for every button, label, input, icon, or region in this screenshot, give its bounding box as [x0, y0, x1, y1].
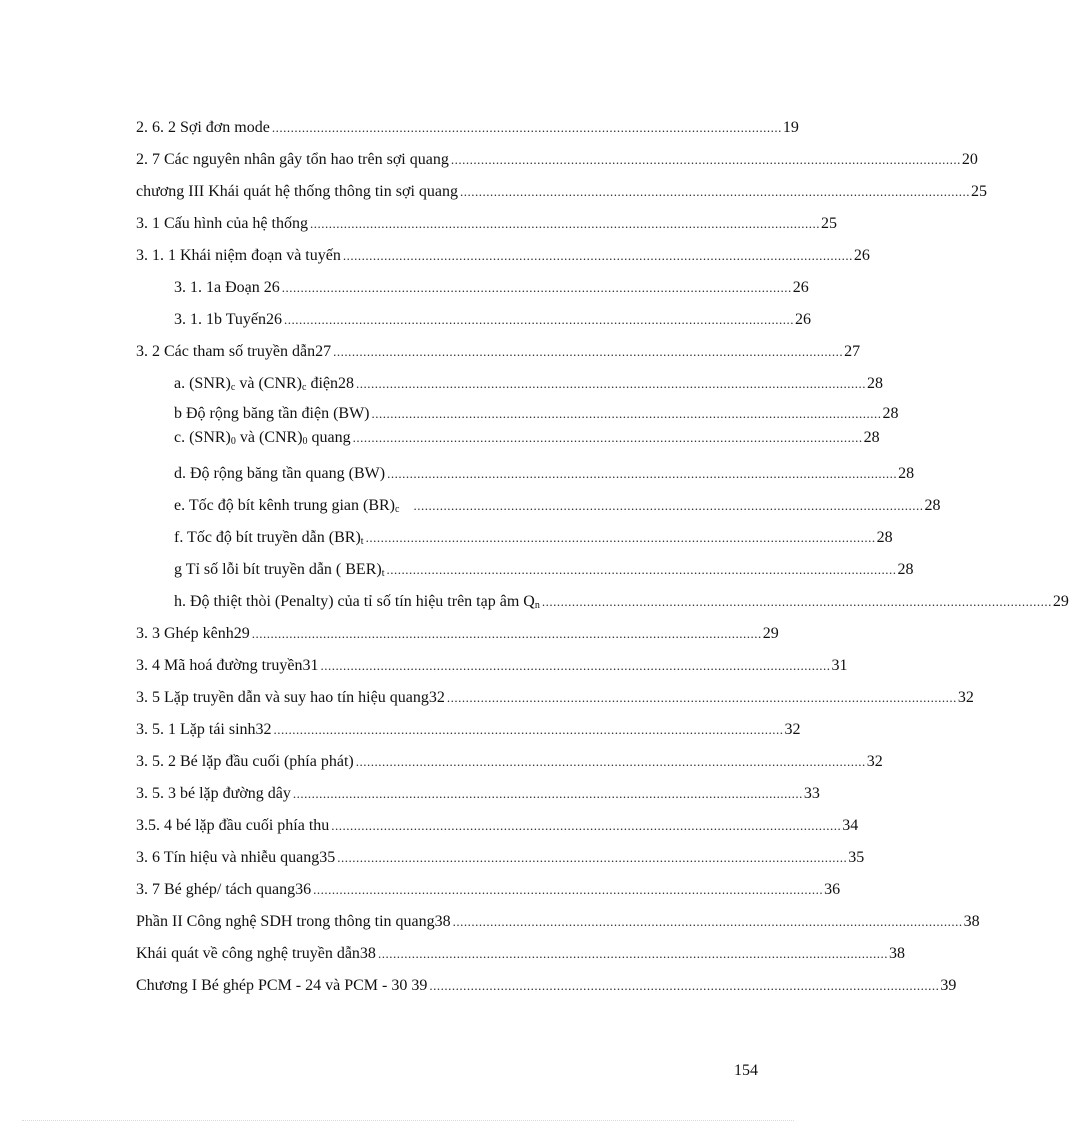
- toc-dot-leader: ........................................................................................................................................: [331, 818, 842, 833]
- toc-entry-title: 3. 2 Các tham số truyền dẫn27: [136, 343, 332, 360]
- toc-entry-title: 3. 5. 2 Bé lặp đầu cuối (phía phát): [136, 753, 354, 770]
- toc-entry-title: 3. 4 Mã hoá đường truyền31: [136, 657, 319, 674]
- toc-dot-leader: ........................................................................................................................................: [452, 914, 963, 929]
- toc-entry-title: d. Độ rộng băng tần quang (BW): [174, 465, 386, 482]
- toc-dot-leader: ........................................................................................................................................: [429, 978, 940, 993]
- toc-dot-leader: ........................................................................................................................................: [342, 248, 853, 263]
- toc-entry-3-2-f: [174, 524, 893, 548]
- toc-dot-leader: ........................................................................................................................................: [459, 184, 970, 199]
- toc-entry-3-2: [136, 338, 861, 362]
- toc-entry-page: 20: [961, 151, 978, 168]
- toc-entry-3-6: [136, 844, 865, 868]
- toc-dot-leader: ........................................................................................................................................: [355, 754, 866, 769]
- toc-entry-title: 3. 1 Cấu hình của hệ thống: [136, 215, 308, 232]
- toc-entry-title: 3. 1. 1a Đoạn 26: [174, 279, 280, 296]
- toc-entry-title: 3.5. 4 bé lặp đầu cuối phía thu: [136, 817, 330, 834]
- toc-entry-3-2-a: [174, 370, 883, 394]
- toc-entry-page: 28: [924, 497, 941, 514]
- toc-dot-leader: ........................................................................................................................................: [446, 690, 957, 705]
- toc-entry-title: 3. 1. 1b Tuyến26: [174, 311, 283, 328]
- toc-entry-page: 28: [863, 429, 880, 446]
- toc-entry-3-5-1: [136, 716, 801, 740]
- toc-entry-page: 31: [831, 657, 848, 674]
- toc-entry-3-1-1: [136, 242, 870, 266]
- toc-entry-page: 25: [820, 215, 837, 232]
- toc-entry-page: 27: [844, 343, 861, 360]
- toc-entry-page: 39: [940, 977, 957, 994]
- toc-entry-page: 35: [848, 849, 865, 866]
- toc-entry-page: 36: [824, 881, 841, 898]
- page-number: 154: [734, 1062, 758, 1079]
- toc-entry-title: 2. 7 Các nguyên nhân gây tổn hao trên sợi quang: [136, 151, 449, 168]
- toc-entry-title: Phần II Công nghệ SDH trong thông tin quang38: [136, 913, 451, 930]
- toc-dot-leader: ........................................................................................................................................: [386, 562, 897, 577]
- page-bottom-divider: [22, 1120, 794, 1121]
- toc-entry-page: 19: [782, 119, 799, 136]
- toc-entry-title: 3. 6 Tín hiệu và nhiễu quang35: [136, 849, 336, 866]
- toc-dot-leader: ........................................................................................................................................: [251, 626, 762, 641]
- toc-entry-3-1-1b: [174, 306, 812, 330]
- toc-entry-page: 38: [963, 913, 980, 930]
- toc-entry-title: h. Độ thiệt thòi (Penalty) của tỉ số tín hiệu trên tạp âm $Q_n$: [174, 593, 540, 611]
- toc-dot-leader: ........................................................................................................................................: [377, 946, 888, 961]
- toc-entry-page: 26: [795, 311, 812, 328]
- toc-entry-chuong-1: [136, 972, 957, 996]
- toc-dot-leader: ........................................................................................................................................: [450, 152, 961, 167]
- toc-entry-title: 3. 7 Bé ghép/ tách quang36: [136, 881, 312, 898]
- toc-entry-chuong-3: [136, 178, 987, 202]
- toc-entry-2-7: [136, 146, 978, 170]
- toc-entry-3-5: [136, 684, 974, 708]
- toc-entry-3-2-b: [174, 400, 899, 424]
- toc-dot-leader: ........................................................................................................................................: [271, 120, 782, 135]
- toc-dot-leader: ........................................................................................................................................: [320, 658, 831, 673]
- toc-entry-phan-2: [136, 908, 980, 932]
- toc-dot-leader: ........................................................................................................................................: [284, 312, 795, 327]
- toc-entry-title: 2. 6. 2 Sợi đơn mode: [136, 119, 270, 136]
- toc-dot-leader: ........................................................................................................................................: [356, 376, 866, 391]
- toc-entry-3-2-d: [174, 460, 915, 484]
- toc-entry-2-6-2: [136, 114, 799, 138]
- toc-dot-leader: ........................................................................................................................................: [313, 882, 824, 897]
- toc-entry-page: 38: [888, 945, 905, 962]
- toc-entry-page: 34: [842, 817, 859, 834]
- toc-entry-page: 29: [762, 625, 779, 642]
- toc-entry-page: 25: [970, 183, 987, 200]
- toc-entry-3-5-4: [136, 812, 859, 836]
- toc-entry-title: b Độ rộng băng tần điện (BW): [174, 405, 370, 422]
- toc-entry-title: Chương I Bé ghép PCM - 24 và PCM - 30 39: [136, 977, 428, 994]
- toc-dot-leader: ........................................................................................................................................: [281, 280, 792, 295]
- toc-entry-page: 28: [897, 561, 914, 578]
- toc-entry-title: c. $(SNR)_0$ và $(CNR)_0$ quang: [174, 429, 351, 447]
- toc-entry-page: 26: [853, 247, 870, 264]
- toc-entry-page: 33: [803, 785, 820, 802]
- toc-entry-title: g Tỉ số lỗi bít truyền dẫn ( $BER)_t$: [174, 561, 385, 579]
- toc-entry-3-1-1a: [174, 274, 809, 298]
- toc-entry-page: 28: [898, 465, 915, 482]
- toc-entry-3-2-c: [174, 424, 880, 448]
- toc-entry-page: 32: [866, 753, 883, 770]
- toc-entry-3-5-2: [136, 748, 883, 772]
- toc-entry-page: 28: [876, 529, 893, 546]
- toc-entry-3-1: [136, 210, 837, 234]
- toc-entry-page: 26: [792, 279, 809, 296]
- toc-dot-leader: ........................................................................................................................................: [371, 406, 882, 421]
- toc-entry-3-2-h: [174, 588, 1069, 612]
- toc-dot-leader: ........................................................................................................................................: [413, 498, 924, 513]
- toc-entry-3-7: [136, 876, 841, 900]
- toc-entry-title: f. Tốc độ bít truyền dẫn $(BR)_t$: [174, 529, 364, 547]
- toc-dot-leader: ........................................................................................................................................: [309, 216, 820, 231]
- toc-entry-title: e. Tốc độ bít kênh trung gian $(BR)_c$: [174, 497, 400, 515]
- toc-dot-leader: ........................................................................................................................................: [337, 850, 848, 865]
- toc-dot-leader: ........................................................................................................................................: [333, 344, 844, 359]
- toc-entry-page: 28: [882, 405, 899, 422]
- toc-entry-3-2-g: [174, 556, 914, 580]
- toc-entry-title: chương III Khái quát hệ thống thông tin sợi quang: [136, 183, 458, 200]
- toc-dot-leader: ........................................................................................................................................: [292, 786, 803, 801]
- toc-entry-page: 32: [957, 689, 974, 706]
- toc-dot-leader: ........................................................................................................................................: [352, 430, 863, 445]
- toc-entry-title: 3. 5. 1 Lặp tái sinh32: [136, 721, 272, 738]
- toc-entry-3-3: [136, 620, 779, 644]
- toc-entry-title: 3. 3 Ghép kênh29: [136, 625, 250, 642]
- toc-entry-title: 3. 5. 3 bé lặp đường dây: [136, 785, 291, 802]
- toc-entry-page: 28: [867, 375, 883, 392]
- toc-dot-leader: ........................................................................................................................................: [541, 594, 1052, 609]
- toc-entry-title: Khái quát về công nghệ truyền dẫn38: [136, 945, 376, 962]
- toc-entry-3-4: [136, 652, 848, 676]
- toc-dot-leader: ........................................................................................................................................: [273, 722, 784, 737]
- toc-entry-title: 3. 1. 1 Khái niệm đoạn và tuyến: [136, 247, 341, 264]
- toc-dot-leader: ........................................................................................................................................: [387, 466, 898, 481]
- toc-entry-title: 3. 5 Lặp truyền dẫn và suy hao tín hiệu quang32: [136, 689, 445, 706]
- toc-entry-3-2-e: [174, 492, 941, 516]
- toc-entry-title: a. $(SNR)_c$ và $(CNR)_c$ điện28: [174, 375, 354, 393]
- toc-entry-page: 32: [784, 721, 801, 738]
- toc-entry-page: 29: [1052, 593, 1069, 610]
- toc-dot-leader: ........................................................................................................................................: [365, 530, 876, 545]
- toc-entry-khai-quat: [136, 940, 905, 964]
- toc-entry-3-5-3: [136, 780, 820, 804]
